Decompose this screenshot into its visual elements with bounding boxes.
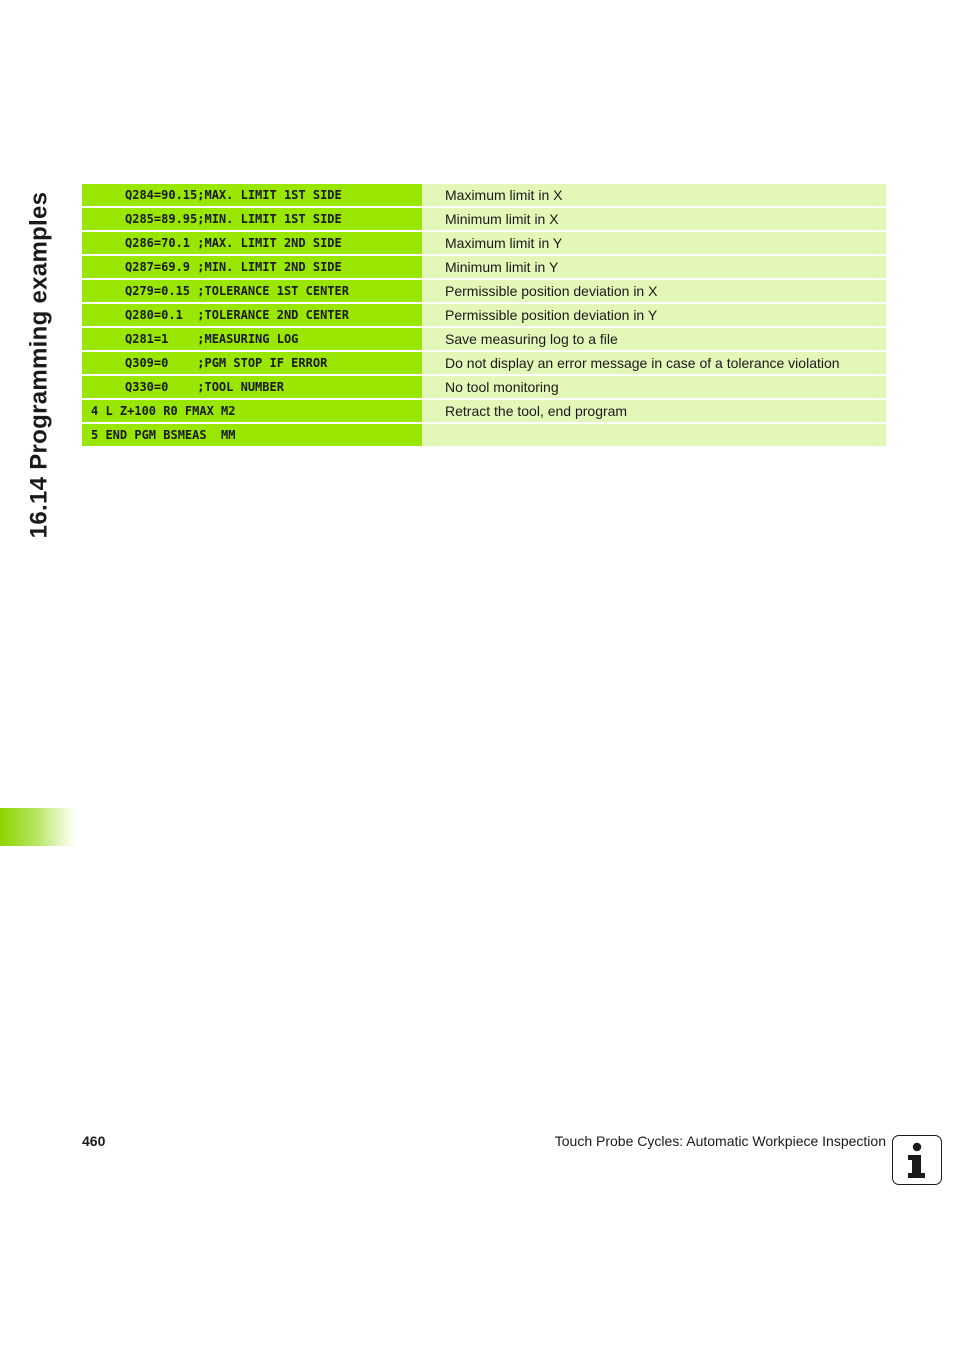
program-description: Do not display an error message in case of a tolerance violation — [422, 352, 886, 374]
program-code: Q284=90.15;MAX. LIMIT 1ST SIDE — [82, 184, 422, 206]
program-description: Minimum limit in X — [422, 208, 886, 230]
program-code: Q309=0 ;PGM STOP IF ERROR — [82, 352, 422, 374]
program-code: Q285=89.95;MIN. LIMIT 1ST SIDE — [82, 208, 422, 230]
program-row — [82, 232, 886, 254]
info-icon — [892, 1135, 942, 1185]
program-description: Permissible position deviation in X — [422, 280, 886, 302]
program-code: Q286=70.1 ;MAX. LIMIT 2ND SIDE — [82, 232, 422, 254]
program-description: Maximum limit in X — [422, 184, 886, 206]
chapter-title: Touch Probe Cycles: Automatic Workpiece Inspection — [554, 1133, 886, 1149]
program-description: Save measuring log to a file — [422, 328, 886, 350]
program-row — [82, 424, 886, 446]
program-description: Retract the tool, end program — [422, 400, 886, 422]
program-code: Q330=0 ;TOOL NUMBER — [82, 376, 422, 398]
program-code: 5 END PGM BSMEAS MM — [82, 424, 422, 446]
program-code: Q281=1 ;MEASURING LOG — [82, 328, 422, 350]
program-row — [82, 328, 886, 350]
program-code: 4 L Z+100 R0 FMAX M2 — [82, 400, 422, 422]
program-code: Q279=0.15 ;TOLERANCE 1ST CENTER — [82, 280, 422, 302]
program-row — [82, 184, 886, 206]
program-code: Q287=69.9 ;MIN. LIMIT 2ND SIDE — [82, 256, 422, 278]
program-row — [82, 376, 886, 398]
side-heading: 16.14 Programming examples — [25, 191, 52, 539]
program-code: Q280=0.1 ;TOLERANCE 2ND CENTER — [82, 304, 422, 326]
chapter-side-tab — [0, 808, 76, 846]
program-table — [82, 184, 886, 448]
program-row — [82, 256, 886, 278]
program-row — [82, 304, 886, 326]
program-description: Minimum limit in Y — [422, 256, 886, 278]
program-row — [82, 352, 886, 374]
program-description — [422, 424, 886, 446]
program-row — [82, 400, 886, 422]
side-heading-container — [14, 180, 64, 550]
program-description: Permissible position deviation in Y — [422, 304, 886, 326]
program-description: Maximum limit in Y — [422, 232, 886, 254]
program-row — [82, 208, 886, 230]
page-number: 460 — [82, 1133, 106, 1149]
program-row — [82, 280, 886, 302]
program-description: No tool monitoring — [422, 376, 886, 398]
